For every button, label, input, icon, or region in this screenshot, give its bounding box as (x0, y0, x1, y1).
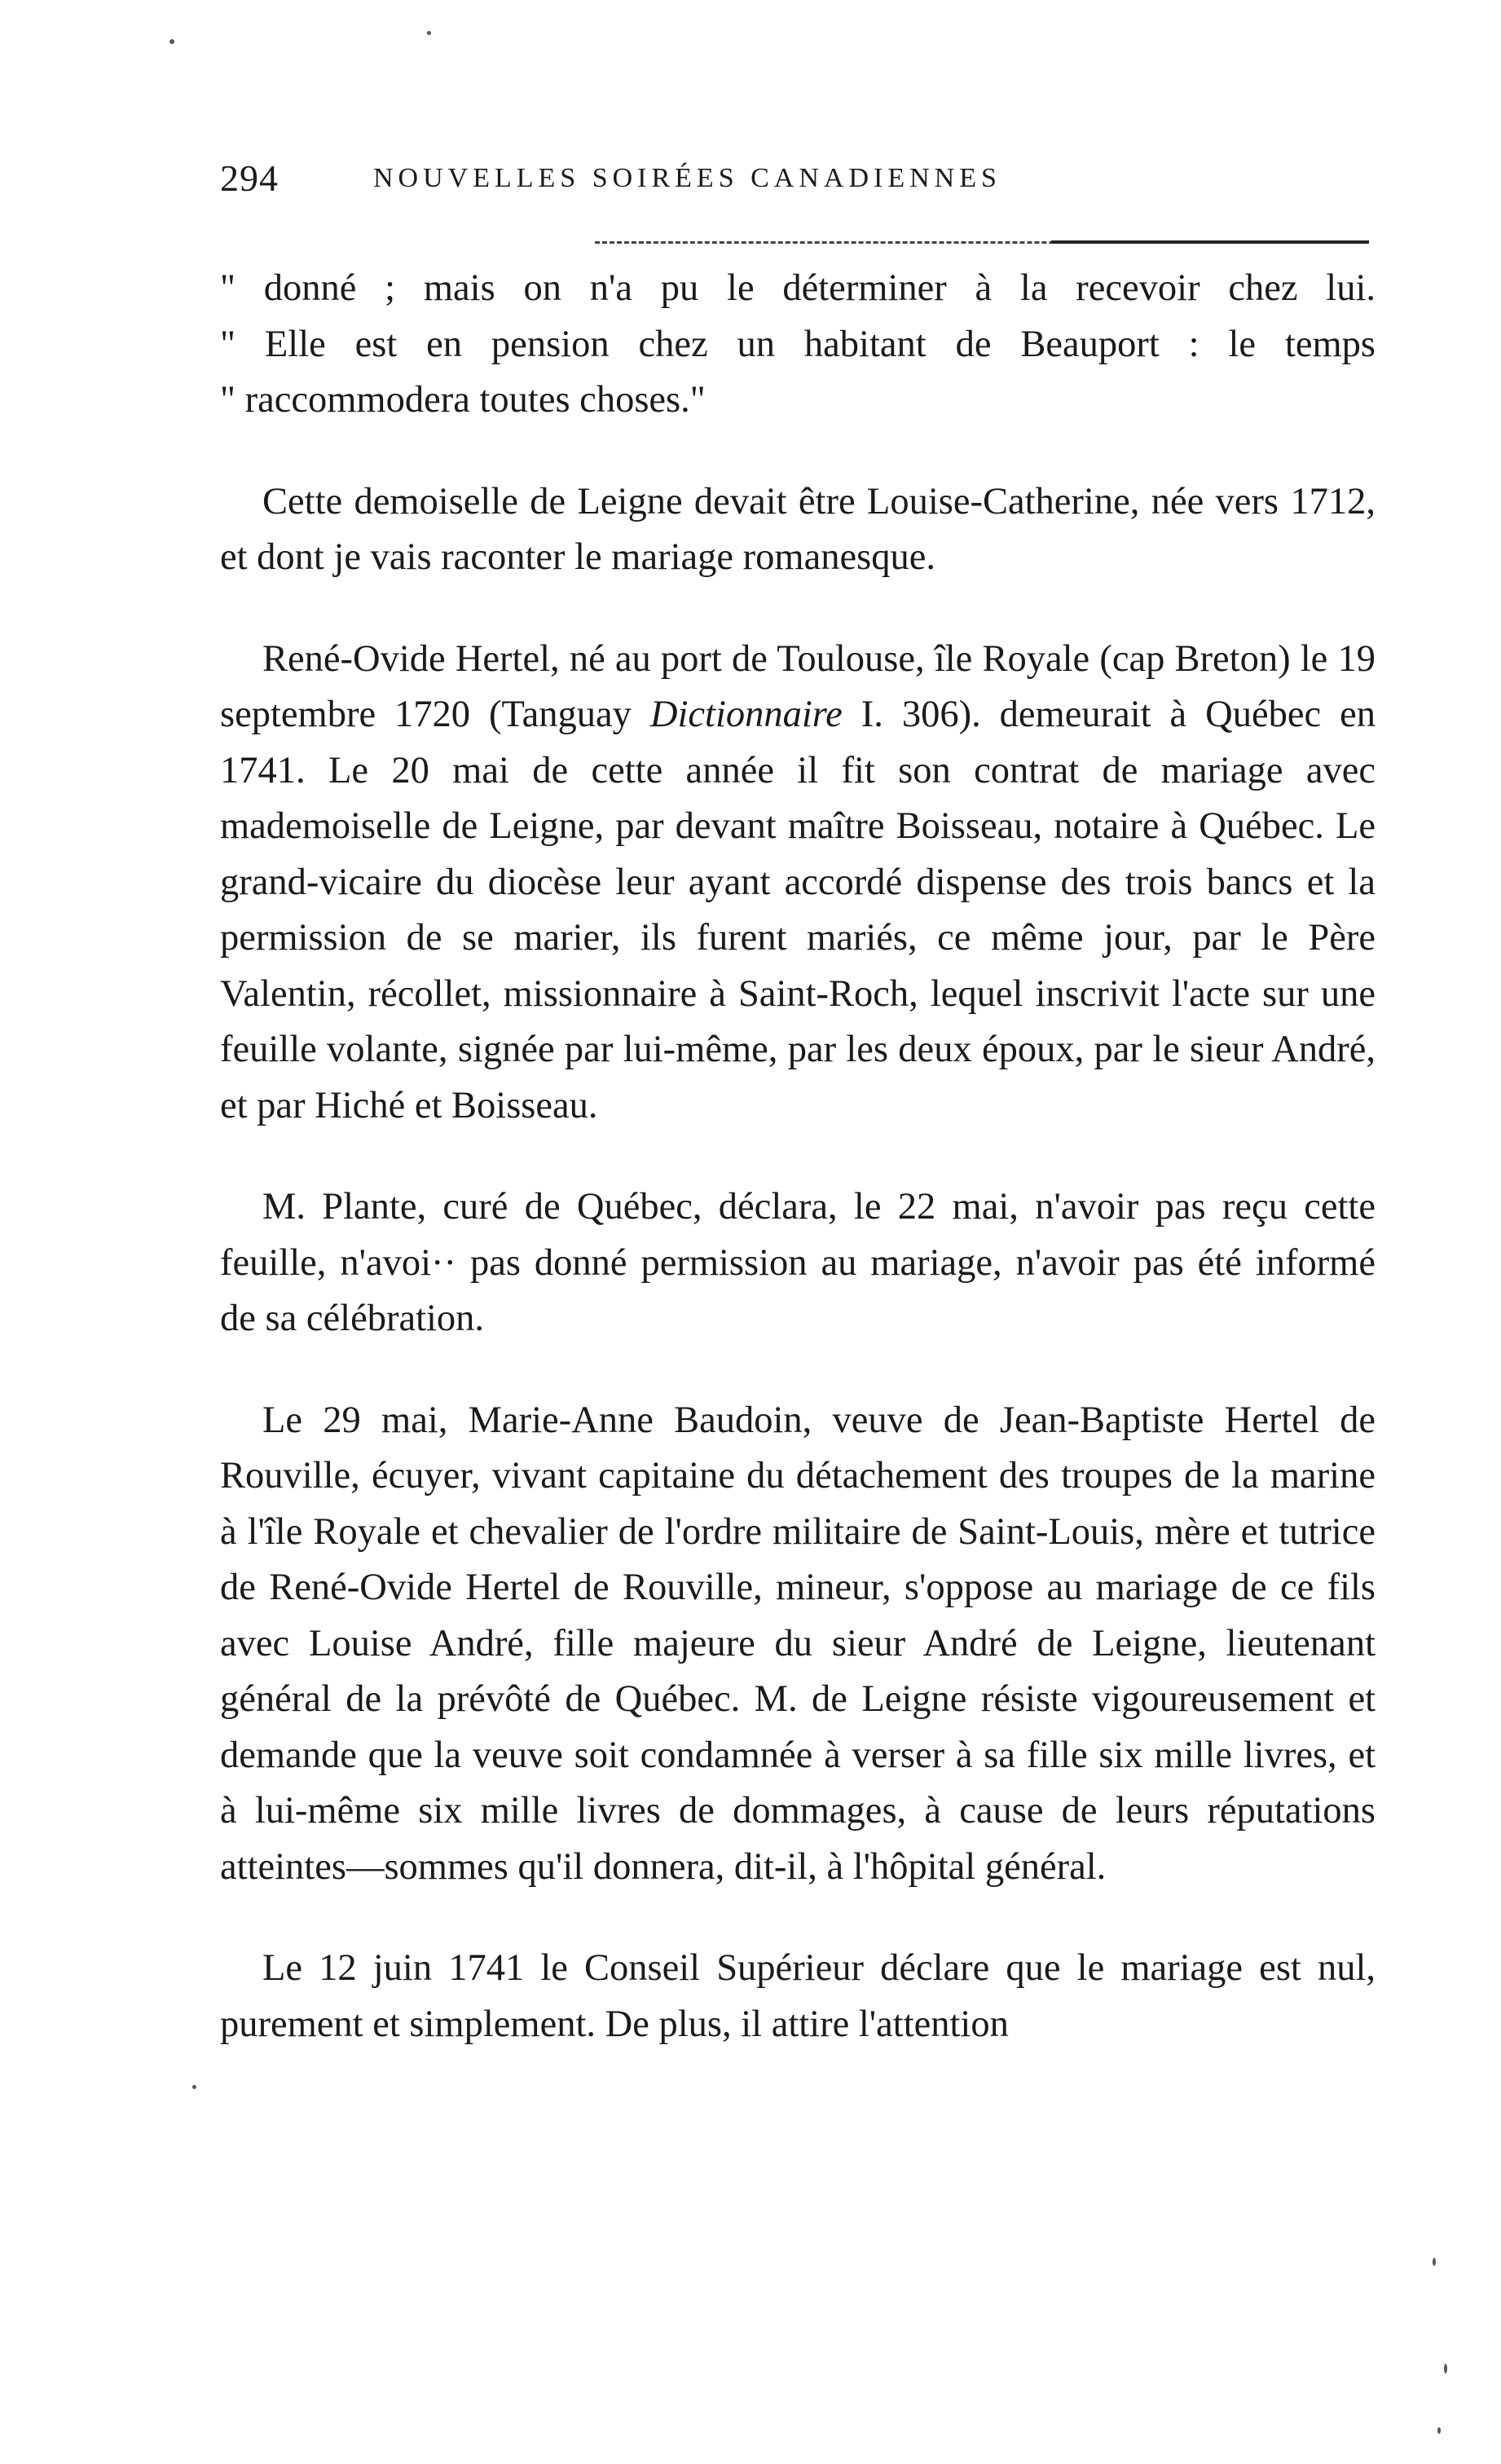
scan-speck (427, 31, 431, 35)
quote-line: " raccommodera toutes choses." (220, 379, 706, 421)
quote-paragraph (220, 261, 1376, 429)
paragraph-hertel (220, 632, 1376, 1135)
scan-speck (1433, 2258, 1436, 2266)
paragraph-hertel-rest: I. 306). demeurait à Québec en 1741. Le 20 mai de cette année il fit son contrat de mariage avec mademoiselle de Leigne, par devant maître Boisseau, notaire à Québec. Le grand-vicaire du diocèse leur ayant accordé dispense des trois bancs et la permission de se marier, ils furent mariés, ce même jour, par le Père Valentin, récollet, missionnaire à Saint-Roch, lequel inscrivit l'acte sur une feuille volante, signée par lui-même, par les deux époux, par le sieur André, et par Hiché et Boisseau. (220, 694, 1376, 1126)
paragraph-hertel-start: René-Ovide Hertel, né au port de Toulouse, île Royale (cap Breton) le 19 septembre 1720 (Tanguay (220, 637, 1376, 735)
quote-line: " donné ; mais on n'a pu le déterminer à la recevoir chez lui. (220, 267, 1376, 309)
running-title: NOUVELLES SOIRÉES CANADIENNES (373, 163, 1001, 193)
paragraph-de-leigne: Cette demoiselle de Leigne devait être Louise-Catherine, née vers 1712, et dont je vais raconter le mariage romanesque. (220, 480, 1376, 578)
dictionnaire-title: Dictionnaire (649, 694, 843, 735)
body-text (220, 261, 1376, 2052)
quote-line: " Elle est en pension chez un habitant de Beauport : le temps (220, 323, 1376, 365)
page-header (220, 156, 1377, 205)
paragraph-baudoin: Le 29 mai, Marie-Anne Baudoin, veuve de Jean-Baptiste Hertel de Rouville, écuyer, vivant capitaine du détachement des troupes de la marine à l'île Royale et chevalier de l'ordre militaire de Saint-Louis, mère et tutrice de René-Ovide Hertel de Rouville, mineur, s'oppose au mariage de ce fils avec Louise André, fille majeure du sieur André de Leigne, lieutenant général de la prévôté de Québec. M. de Leigne résiste vigoureusement et demande que la veuve soit condamnée à verser à sa fille six mille livres, et à lui-même six mille livres de dommages, à cause de leurs réputations atteintes—sommes qu'il donnera, dit-il, à l'hôpital général. (220, 1399, 1376, 1888)
scan-speck (1437, 2427, 1441, 2434)
scan-speck (192, 2085, 196, 2089)
page-number: 294 (220, 157, 279, 199)
scan-speck (169, 39, 174, 44)
paragraph-plante: M. Plante, curé de Québec, déclara, le 22 mai, n'avoir pas reçu cette feuille, n'avoi·· pas donné permission au mariage, n'avoir pas été informé de sa célébration. (220, 1186, 1376, 1339)
paragraph-conseil: Le 12 juin 1741 le Conseil Supérieur déclare que le mariage est nul, purement et simplement. De plus, il attire l'attention (220, 1947, 1376, 2045)
scan-speck (1444, 2364, 1447, 2374)
header-rule-solid (1051, 240, 1369, 244)
